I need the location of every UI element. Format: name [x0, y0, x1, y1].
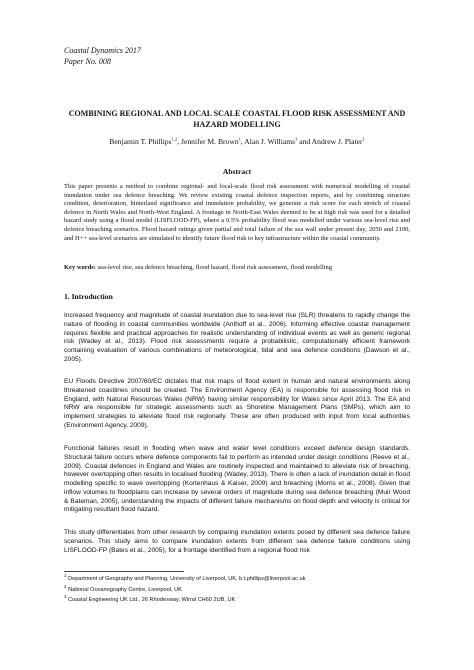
journal-name: Coastal Dynamics 2017: [64, 46, 141, 55]
footnote: [64, 584, 410, 594]
paper-number: Paper No. 008: [64, 57, 111, 66]
footnote-text: Department of Geography and Planning, University of Liverpool, UK, b.t.phillips@liverpool.ac.uk: [66, 576, 306, 582]
abstract-heading: Abstract: [222, 167, 252, 176]
footnote-text: National Oceanography Centre, Liverpool, UK: [66, 587, 182, 593]
footnote: [64, 573, 410, 583]
keywords-text: sea-level rise, sea defence breaching, flood hazard, flood risk assessment, flood modelling: [95, 264, 333, 271]
running-header: [64, 45, 141, 67]
body-paragraph: This study differentiates from other research by comparing inundation extents posed by different sea defence failure scenarios. This study aims to compare inundation extents from different sea defence failure conditions using LISFLOOD-FP (Bates et al., 2005), for a frontage identified from a regional flood risk: [64, 529, 410, 554]
author-name: Alan J. Williams: [244, 137, 296, 146]
footnote: [64, 594, 410, 604]
author-separator: and: [297, 137, 312, 146]
body-paragraph: Functional failures result in flooding when wave and water level conditions exceed defence design standards. Structural failure occurs where defence components fail to perform as intended under design conditions (Reeve et al., 2009). Coastal defences in England and Wales are routinely inspected and maintained to alleviate risk of breaching, however overtopping often results in localised flooding (Wadey, 2013). There is often a lack of inundation detail in flood modelling specific to wave overtopping (Kortenhaus & Kaiser, 2009) and breaching (Morris et al., 2008). Given that inflow volumes to floodplains can increase by several orders of magnitude during sea defence breaching (Muir Wood & Bateman, 2005), understanding the impacts of different failure mechanisms on flood depth and velocity is critical for mitigating resultant flood hazard.: [64, 445, 410, 514]
author-name: Jennifer M. Brown: [181, 137, 239, 146]
body-paragraph: Increased frequency and magnitude of coastal inundation due to sea-level rise (SLR) threatens to rapidly change the nature of flooding in coastal communities worldwide (Anthoff et al., 2006). Informing effective coastal management requires flexible and practical approaches for realistic understanding of individual events as well as generic regional risk (Wadey et al., 2013). Flood risk assessments require a probabilistic, computationally efficient framework containing evaluation of various combinations of meteorological, tidal and sea defence conditions (Dawson et al., 2005).: [64, 312, 410, 363]
author-affiliation-mark: 1: [362, 136, 365, 142]
author-separator: ,: [177, 137, 182, 146]
author-name: Andrew J. Plater: [311, 137, 363, 146]
keywords: [64, 264, 410, 273]
author-list: [40, 137, 434, 147]
body-paragraph: EU Floods Directive 2007/60/EC dictates that risk maps of flood extent in human and natural environments along threatened coastlines should be created. The Environment Agency (EA) is responsible for assessing flood risk in England, with Natural Resources Wales (NRW) having similar responsibility for Wales since April 2013. The EA and NRW are responsible for strategic assessments such as Shoreline Management Plans (SMPs), which aim to implement strategies to alleviate flood risk regionally. These are often produced with input from local authorities (Environment Agency, 2009).: [64, 378, 410, 429]
author-name: Benjamin T. Phillips: [109, 137, 172, 146]
keywords-label: Key words:: [64, 264, 96, 271]
footnote-number: 1: [64, 573, 67, 579]
footnote-number: 2: [64, 584, 67, 590]
author-affiliation-mark: 1: [238, 136, 241, 142]
footnote-text: Coastal Engineering UK Ltd., 26 Rhodesway, Wirral CH60 2UB, UK: [66, 597, 236, 603]
abstract-text: This paper presents a method to combine regional- and local-scale flood risk assessment with numerical modelling of coastal inundation under sea defence breaching. We review existing coastal defence inspection reports, and by combining structure condition, deterioration, hinterland significance and inundation probability, we generate a risk score for each stretch of coastal defence in North Wales and North-West England. A frontage in North-East Wales deemed to be at high risk was used for a detailed hazard study using a flood model (LISFLOOD-FP), where a 0.5% probability flood was modelled under various sea-level rise and defence breaching scenarios. Flood hazard ratings given partial and total failure of the sea wall under present day, 2050 and 2100, and H++ sea-level scenarios are simulated to identify future flood risk to key infrastructure within the coastal community.: [64, 183, 410, 242]
author-separator: ,: [240, 137, 245, 146]
section-heading-introduction: 1. Introduction: [64, 292, 113, 301]
author-affiliation-mark: 3: [295, 136, 298, 142]
paper-title: COMBINING REGIONAL AND LOCAL SCALE COASTAL FLOOD RISK ASSESSMENT AND HAZARD MODELLING: [68, 109, 406, 129]
author-affiliation-mark: 1,2: [171, 136, 178, 142]
footnote-divider: [64, 571, 184, 572]
footnote-number: 3: [64, 594, 67, 600]
